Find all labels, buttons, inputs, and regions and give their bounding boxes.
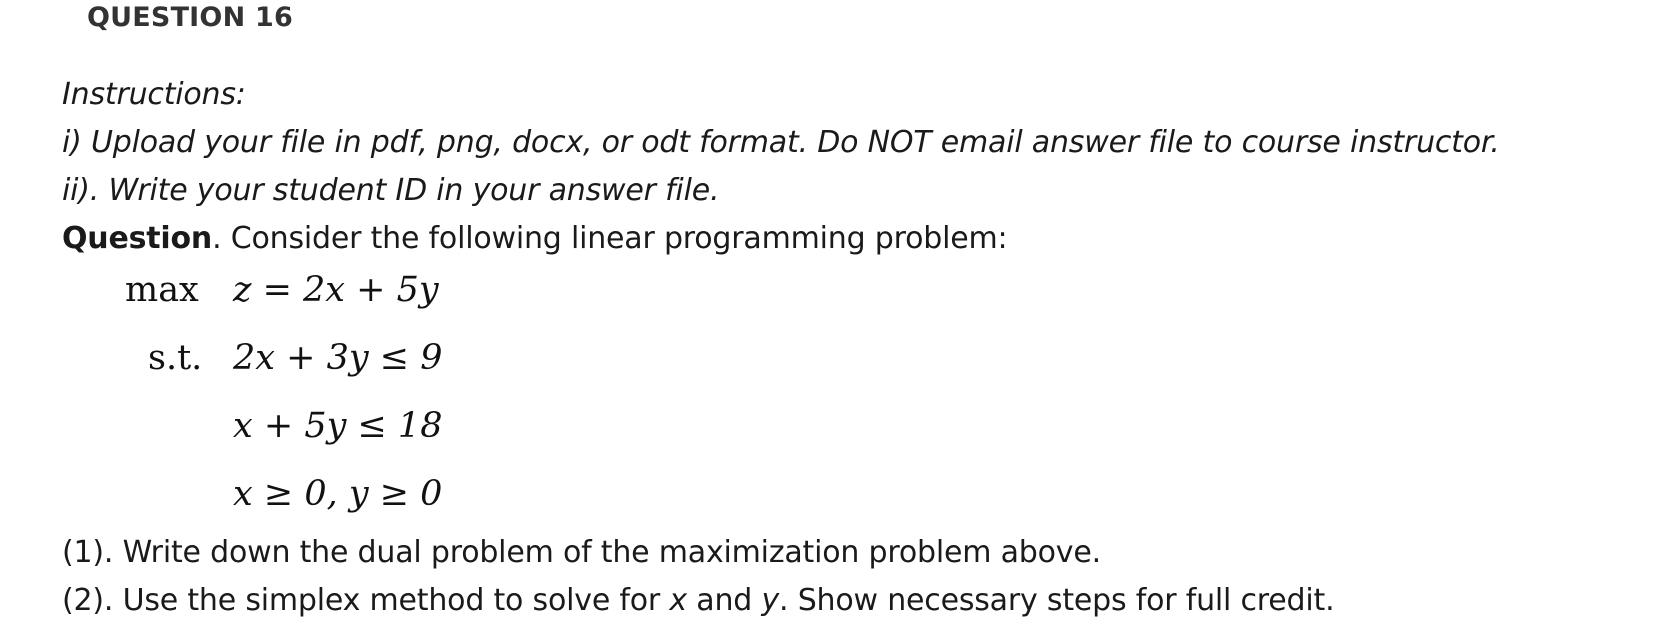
instruction-upload: i) Upload your file in pdf, png, docx, or odt format. Do NOT email answer file to course instructor. xyxy=(62,125,1500,160)
constraint-1: 2x + 3y ≤ 9 xyxy=(233,338,443,378)
constraint-nonnegativity: x ≥ 0, y ≥ 0 xyxy=(233,474,443,514)
part-2-suffix: . Show necessary steps for full credit. xyxy=(779,583,1335,618)
part-2-var-y: y xyxy=(761,583,780,618)
instructions-label: Instructions: xyxy=(62,77,246,112)
question-prompt xyxy=(62,219,1007,259)
objective-expression: z = 2x + 5y xyxy=(233,270,439,310)
part-2-mid: and xyxy=(686,583,762,618)
question-header: QUESTION 16 xyxy=(87,2,293,33)
question-label: Question xyxy=(62,221,213,256)
constraint-2: x + 5y ≤ 18 xyxy=(233,406,443,446)
question-text: . Consider the following linear programming problem: xyxy=(212,221,1008,256)
subject-to-keyword: s.t. xyxy=(148,338,203,378)
instruction-student-id: ii). Write your student ID in your answer file. xyxy=(62,173,720,208)
part-2-prefix: (2). Use the simplex method to solve for xyxy=(62,583,670,618)
part-2-var-x: x xyxy=(669,583,687,618)
part-2-simplex xyxy=(62,581,1334,621)
part-1-dual: (1). Write down the dual problem of the maximization problem above. xyxy=(62,535,1101,570)
objective-keyword: max xyxy=(125,270,199,310)
